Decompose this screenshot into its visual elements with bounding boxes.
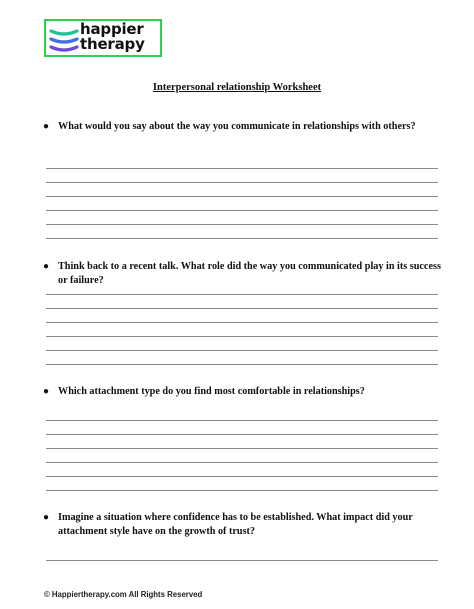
answer-line[interactable] bbox=[46, 224, 438, 225]
question-2 bbox=[43, 260, 448, 287]
logo-line-1: happier bbox=[80, 20, 144, 38]
logo-line-2: therapy bbox=[80, 35, 145, 53]
answer-line[interactable] bbox=[46, 294, 438, 295]
answer-line[interactable] bbox=[46, 448, 438, 449]
answer-line[interactable] bbox=[46, 434, 438, 435]
bullet-point: ● bbox=[43, 512, 50, 523]
bullet-point: ● bbox=[43, 386, 50, 397]
bullet-point: ● bbox=[43, 121, 50, 132]
logo-wordmark bbox=[80, 22, 145, 52]
question-text: Imagine a situation where confidence has to be established. What impact did your attachment style have on the growth of trust? bbox=[58, 512, 413, 537]
wave-logo-icon bbox=[49, 26, 79, 52]
answer-line[interactable] bbox=[46, 364, 438, 365]
answer-line[interactable] bbox=[46, 462, 438, 463]
question-text: Which attachment type do you find most comfortable in relationships? bbox=[58, 386, 365, 397]
answer-line[interactable] bbox=[46, 168, 438, 169]
answer-line[interactable] bbox=[46, 476, 438, 477]
answer-line[interactable] bbox=[46, 560, 438, 561]
answer-line[interactable] bbox=[46, 420, 438, 421]
question-3 bbox=[43, 385, 448, 399]
question-4 bbox=[43, 511, 448, 538]
answer-line[interactable] bbox=[46, 196, 438, 197]
answer-line[interactable] bbox=[46, 182, 438, 183]
answer-line[interactable] bbox=[46, 210, 438, 211]
copyright-footer: © Happiertherapy.com All Rights Reserved bbox=[44, 590, 203, 599]
question-text: Think back to a recent talk. What role did the way you communicated play in its success or failure? bbox=[58, 261, 441, 286]
answer-line[interactable] bbox=[46, 350, 438, 351]
worksheet-title: Interpersonal relationship Worksheet bbox=[152, 82, 322, 93]
question-1 bbox=[43, 120, 448, 134]
answer-line[interactable] bbox=[46, 336, 438, 337]
question-text: What would you say about the way you communicate in relationships with others? bbox=[58, 121, 416, 132]
happier-therapy-logo bbox=[44, 19, 162, 57]
answer-line[interactable] bbox=[46, 490, 438, 491]
answer-line[interactable] bbox=[46, 308, 438, 309]
bullet-point: ● bbox=[43, 261, 50, 272]
answer-line[interactable] bbox=[46, 238, 438, 239]
answer-line[interactable] bbox=[46, 322, 438, 323]
